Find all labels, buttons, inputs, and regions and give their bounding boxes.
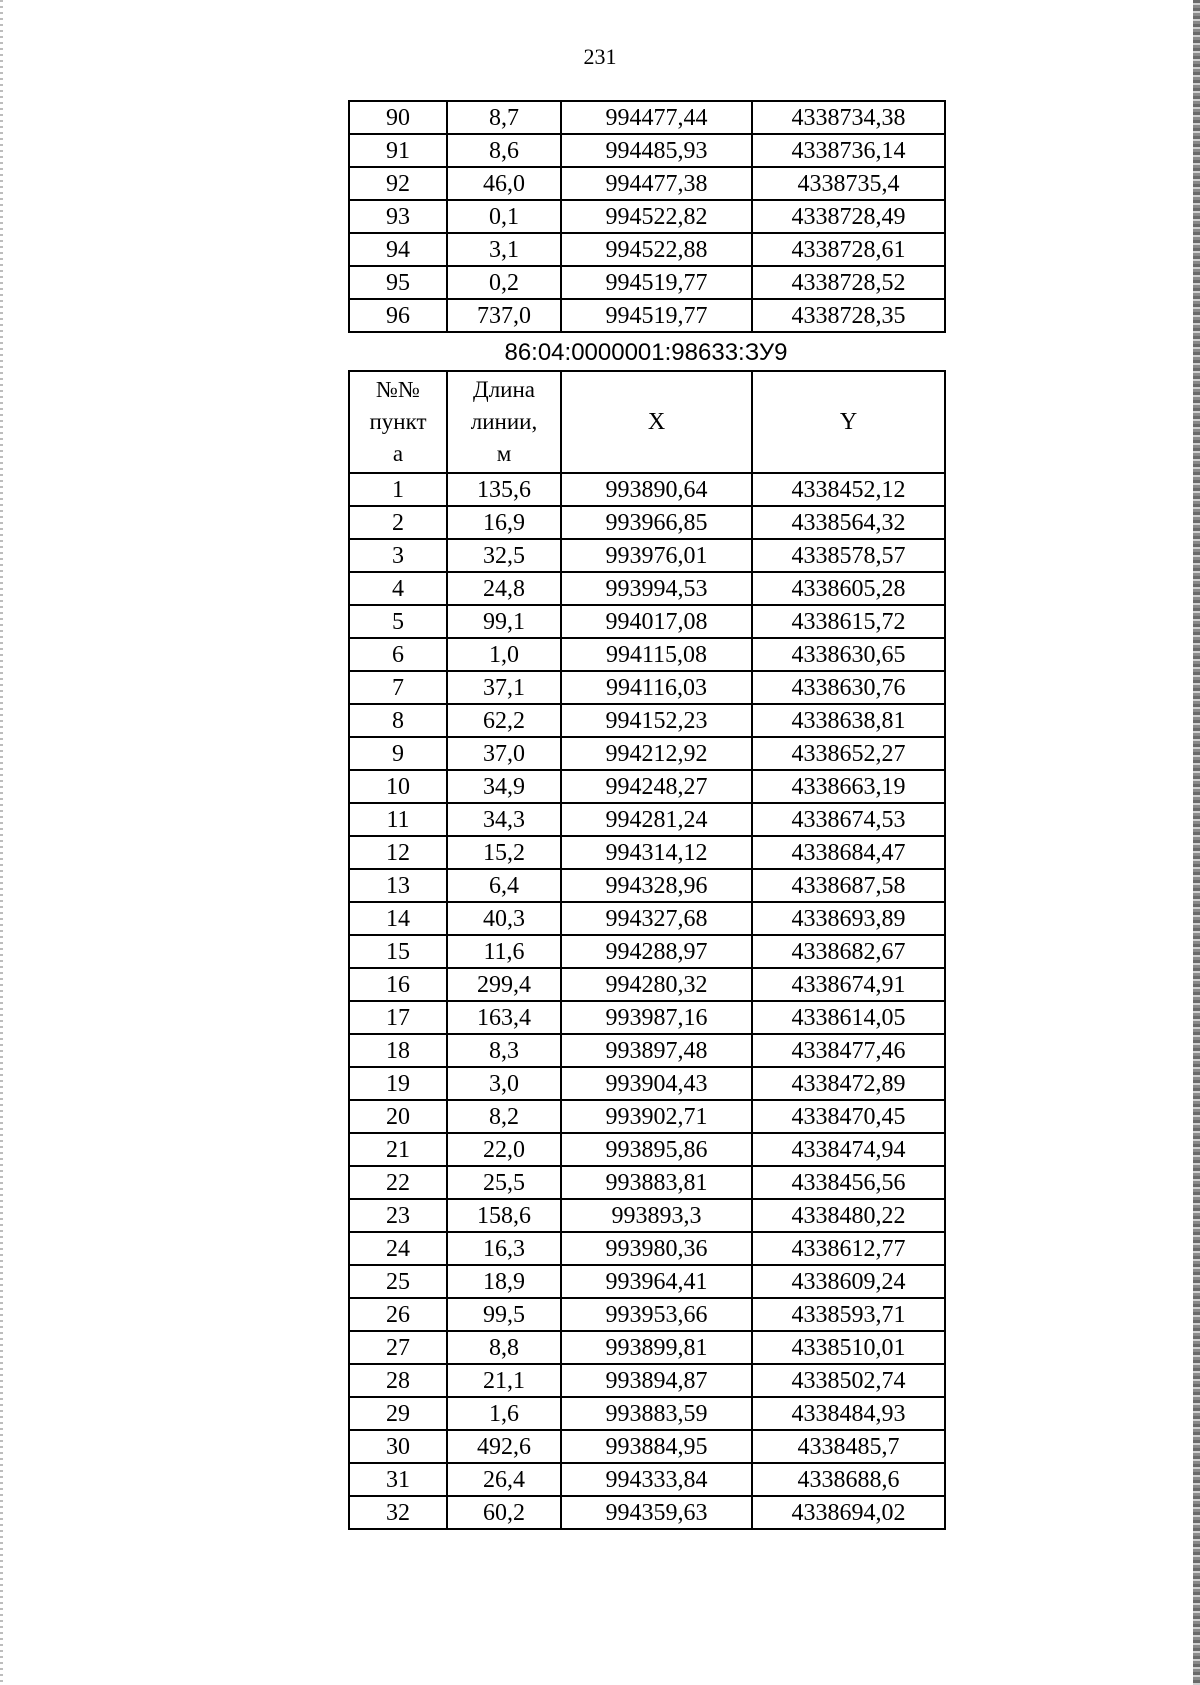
cell-y: 4338578,57: [752, 539, 945, 572]
table-row: [349, 266, 945, 299]
cell-x: 994359,63: [561, 1496, 752, 1529]
cell-point-number: 18: [349, 1034, 447, 1067]
cell-x: 993894,87: [561, 1364, 752, 1397]
cell-x: 993994,53: [561, 572, 752, 605]
cell-line-length: 24,8: [447, 572, 561, 605]
cell-line-length: 60,2: [447, 1496, 561, 1529]
header-text: пункт: [369, 409, 427, 434]
table-row: [349, 233, 945, 266]
cell-line-length: 99,1: [447, 605, 561, 638]
cell-x: 993987,16: [561, 1001, 752, 1034]
coordinates-table-body: [349, 101, 945, 332]
cell-x: 994281,24: [561, 803, 752, 836]
cell-point-number: 92: [349, 167, 447, 200]
cell-point-number: 29: [349, 1397, 447, 1430]
cell-y: 4338682,67: [752, 935, 945, 968]
cell-x: 994333,84: [561, 1463, 752, 1496]
cell-x: 994519,77: [561, 266, 752, 299]
table-row: [349, 605, 945, 638]
table-row: [349, 1067, 945, 1100]
cadastral-number-caption: 86:04:0000001:98633:ЗУ9: [504, 339, 788, 366]
cell-line-length: 16,3: [447, 1232, 561, 1265]
cell-point-number: 3: [349, 539, 447, 572]
cell-point-number: 2: [349, 506, 447, 539]
cell-point-number: 10: [349, 770, 447, 803]
cell-line-length: 26,4: [447, 1463, 561, 1496]
cell-x: 994522,82: [561, 200, 752, 233]
table-row: [349, 671, 945, 704]
table-row: [349, 167, 945, 200]
table-row: [349, 1298, 945, 1331]
table-row: [349, 1331, 945, 1364]
cell-y: 4338728,35: [752, 299, 945, 332]
cell-y: 4338687,58: [752, 869, 945, 902]
cell-line-length: 6,4: [447, 869, 561, 902]
cell-line-length: 46,0: [447, 167, 561, 200]
cell-x: 994248,27: [561, 770, 752, 803]
cell-point-number: 31: [349, 1463, 447, 1496]
cell-y: 4338485,7: [752, 1430, 945, 1463]
cell-x: 994288,97: [561, 935, 752, 968]
cell-y: 4338510,01: [752, 1331, 945, 1364]
cell-x: 993890,64: [561, 473, 752, 506]
cell-y: 4338564,32: [752, 506, 945, 539]
cell-y: 4338472,89: [752, 1067, 945, 1100]
table-row: [349, 506, 945, 539]
cell-line-length: 163,4: [447, 1001, 561, 1034]
table-row: [349, 1463, 945, 1496]
cell-line-length: 11,6: [447, 935, 561, 968]
scan-edge-left: [0, 0, 3, 1685]
cell-y: 4338477,46: [752, 1034, 945, 1067]
cell-y: 4338674,91: [752, 968, 945, 1001]
table-row: [349, 1100, 945, 1133]
cell-line-length: 0,1: [447, 200, 561, 233]
cell-y: 4338609,24: [752, 1265, 945, 1298]
cell-point-number: 8: [349, 704, 447, 737]
cell-line-length: 34,9: [447, 770, 561, 803]
cell-point-number: 96: [349, 299, 447, 332]
cell-point-number: 23: [349, 1199, 447, 1232]
cell-y: 4338688,6: [752, 1463, 945, 1496]
cell-point-number: 32: [349, 1496, 447, 1529]
header-text: м: [496, 441, 512, 466]
table-row: [349, 1397, 945, 1430]
coordinates-table-continued: [348, 100, 946, 333]
cell-line-length: 299,4: [447, 968, 561, 1001]
table-row: [349, 1034, 945, 1067]
table-row: [349, 902, 945, 935]
cell-line-length: 8,3: [447, 1034, 561, 1067]
cell-point-number: 15: [349, 935, 447, 968]
cell-y: 4338728,49: [752, 200, 945, 233]
cell-point-number: 90: [349, 101, 447, 134]
cell-y: 4338605,28: [752, 572, 945, 605]
cell-point-number: 6: [349, 638, 447, 671]
table-row: [349, 770, 945, 803]
cell-x: 993883,59: [561, 1397, 752, 1430]
table-row: [349, 1001, 945, 1034]
cell-point-number: 94: [349, 233, 447, 266]
cell-x: 994477,44: [561, 101, 752, 134]
cell-point-number: 24: [349, 1232, 447, 1265]
cell-x: 993964,41: [561, 1265, 752, 1298]
header-point-number: [349, 371, 447, 473]
cell-y: 4338480,22: [752, 1199, 945, 1232]
table-row: [349, 1430, 945, 1463]
table-row: [349, 1265, 945, 1298]
table-row: [349, 539, 945, 572]
cell-x: 993895,86: [561, 1133, 752, 1166]
cell-point-number: 7: [349, 671, 447, 704]
cell-point-number: 20: [349, 1100, 447, 1133]
cell-x: 993902,71: [561, 1100, 752, 1133]
table-row: [349, 1364, 945, 1397]
coordinates-table: [348, 370, 946, 1530]
cell-y: 4338736,14: [752, 134, 945, 167]
cell-line-length: 0,2: [447, 266, 561, 299]
header-x: X: [561, 371, 752, 473]
cell-point-number: 4: [349, 572, 447, 605]
cell-line-length: 37,0: [447, 737, 561, 770]
cell-line-length: 3,1: [447, 233, 561, 266]
cell-x: 994212,92: [561, 737, 752, 770]
cell-point-number: 16: [349, 968, 447, 1001]
cell-x: 993904,43: [561, 1067, 752, 1100]
cell-y: 4338470,45: [752, 1100, 945, 1133]
table-row: [349, 200, 945, 233]
cell-x: 993899,81: [561, 1331, 752, 1364]
cell-point-number: 30: [349, 1430, 447, 1463]
cell-point-number: 26: [349, 1298, 447, 1331]
cell-point-number: 93: [349, 200, 447, 233]
cell-line-length: 8,8: [447, 1331, 561, 1364]
cell-x: 994328,96: [561, 869, 752, 902]
cell-point-number: 1: [349, 473, 447, 506]
cell-y: 4338694,02: [752, 1496, 945, 1529]
table-header: [349, 371, 945, 473]
cell-y: 4338630,76: [752, 671, 945, 704]
cell-line-length: 34,3: [447, 803, 561, 836]
table-row: [349, 473, 945, 506]
cell-line-length: 37,1: [447, 671, 561, 704]
table-row: [349, 869, 945, 902]
header-text: линии,: [470, 409, 538, 434]
cell-x: 994485,93: [561, 134, 752, 167]
cell-y: 4338638,81: [752, 704, 945, 737]
cell-line-length: 15,2: [447, 836, 561, 869]
cell-line-length: 25,5: [447, 1166, 561, 1199]
cell-y: 4338484,93: [752, 1397, 945, 1430]
cell-y: 4338684,47: [752, 836, 945, 869]
cell-x: 993953,66: [561, 1298, 752, 1331]
cell-y: 4338612,77: [752, 1232, 945, 1265]
cell-x: 993980,36: [561, 1232, 752, 1265]
table-row: [349, 935, 945, 968]
cell-x: 993893,3: [561, 1199, 752, 1232]
cell-point-number: 91: [349, 134, 447, 167]
cell-point-number: 19: [349, 1067, 447, 1100]
cell-point-number: 25: [349, 1265, 447, 1298]
coordinates-table-body: [349, 473, 945, 1529]
cell-point-number: 11: [349, 803, 447, 836]
cell-point-number: 95: [349, 266, 447, 299]
cell-line-length: 737,0: [447, 299, 561, 332]
cell-y: 4338615,72: [752, 605, 945, 638]
cell-x: 994116,03: [561, 671, 752, 704]
table-row: [349, 134, 945, 167]
cell-x: 994477,38: [561, 167, 752, 200]
cell-y: 4338474,94: [752, 1133, 945, 1166]
table-row: [349, 836, 945, 869]
cell-y: 4338614,05: [752, 1001, 945, 1034]
cell-x: 993883,81: [561, 1166, 752, 1199]
cell-point-number: 14: [349, 902, 447, 935]
cell-x: 993976,01: [561, 539, 752, 572]
cell-line-length: 3,0: [447, 1067, 561, 1100]
table-row: [349, 638, 945, 671]
table-row: [349, 299, 945, 332]
cell-point-number: 28: [349, 1364, 447, 1397]
table-row: [349, 1496, 945, 1529]
cell-line-length: 99,5: [447, 1298, 561, 1331]
cell-line-length: 18,9: [447, 1265, 561, 1298]
header-text: а: [392, 441, 404, 466]
cell-x: 994152,23: [561, 704, 752, 737]
table-row: [349, 1133, 945, 1166]
cell-point-number: 27: [349, 1331, 447, 1364]
cell-y: 4338593,71: [752, 1298, 945, 1331]
cell-y: 4338734,38: [752, 101, 945, 134]
table-row: [349, 1232, 945, 1265]
header-y: Y: [752, 371, 945, 473]
cell-line-length: 8,6: [447, 134, 561, 167]
cell-line-length: 21,1: [447, 1364, 561, 1397]
table-row: [349, 737, 945, 770]
cell-point-number: 17: [349, 1001, 447, 1034]
cell-point-number: 12: [349, 836, 447, 869]
cell-y: 4338456,56: [752, 1166, 945, 1199]
table-row: [349, 1166, 945, 1199]
cell-point-number: 22: [349, 1166, 447, 1199]
cell-point-number: 5: [349, 605, 447, 638]
cell-line-length: 1,0: [447, 638, 561, 671]
table-row: [349, 572, 945, 605]
header-text: Длина: [473, 377, 535, 402]
table-row: [349, 803, 945, 836]
cell-point-number: 21: [349, 1133, 447, 1166]
cell-y: 4338674,53: [752, 803, 945, 836]
cell-x: 994522,88: [561, 233, 752, 266]
cell-line-length: 32,5: [447, 539, 561, 572]
cell-x: 994519,77: [561, 299, 752, 332]
cell-x: 994115,08: [561, 638, 752, 671]
cell-line-length: 8,7: [447, 101, 561, 134]
table-row: [349, 1199, 945, 1232]
cell-x: 994327,68: [561, 902, 752, 935]
cell-y: 4338663,19: [752, 770, 945, 803]
cell-y: 4338735,4: [752, 167, 945, 200]
cell-x: 993897,48: [561, 1034, 752, 1067]
cell-line-length: 1,6: [447, 1397, 561, 1430]
table-row: [349, 101, 945, 134]
cell-y: 4338502,74: [752, 1364, 945, 1397]
cell-x: 993966,85: [561, 506, 752, 539]
cell-line-length: 16,9: [447, 506, 561, 539]
cell-line-length: 492,6: [447, 1430, 561, 1463]
cell-point-number: 9: [349, 737, 447, 770]
cell-y: 4338693,89: [752, 902, 945, 935]
scan-edge-right: [1193, 0, 1200, 1685]
cell-y: 4338630,65: [752, 638, 945, 671]
cell-line-length: 62,2: [447, 704, 561, 737]
cell-x: 994314,12: [561, 836, 752, 869]
table-row: [349, 968, 945, 1001]
header-line-length: [447, 371, 561, 473]
cell-y: 4338652,27: [752, 737, 945, 770]
cell-y: 4338728,61: [752, 233, 945, 266]
cell-line-length: 22,0: [447, 1133, 561, 1166]
cell-x: 993884,95: [561, 1430, 752, 1463]
cell-line-length: 158,6: [447, 1199, 561, 1232]
cell-line-length: 40,3: [447, 902, 561, 935]
cell-y: 4338452,12: [752, 473, 945, 506]
cell-line-length: 135,6: [447, 473, 561, 506]
cell-line-length: 8,2: [447, 1100, 561, 1133]
page-number: 231: [583, 44, 617, 69]
table-row: [349, 704, 945, 737]
cell-point-number: 13: [349, 869, 447, 902]
cell-x: 994280,32: [561, 968, 752, 1001]
cell-y: 4338728,52: [752, 266, 945, 299]
header-text: №№: [376, 377, 420, 402]
cell-x: 994017,08: [561, 605, 752, 638]
